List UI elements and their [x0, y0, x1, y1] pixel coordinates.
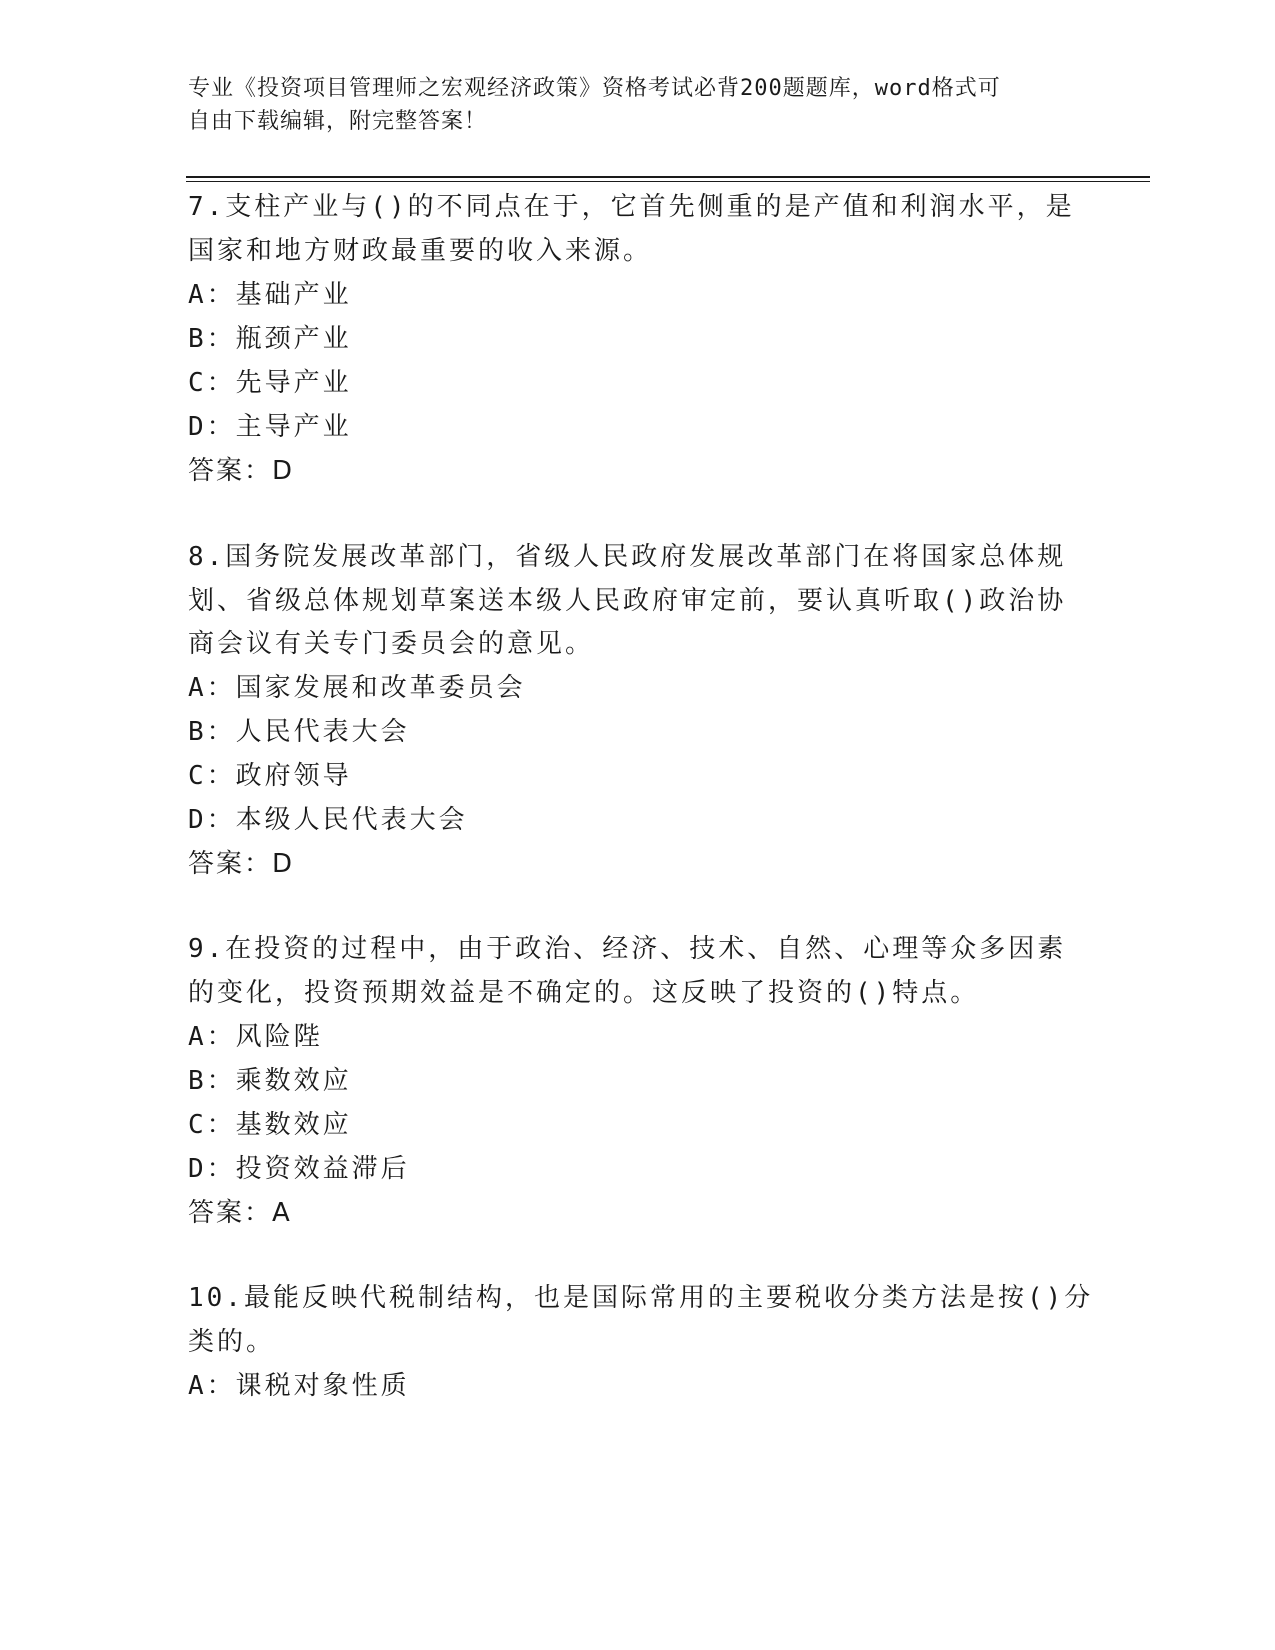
- header-line-2: 自由下载编辑，附完整答案！: [188, 109, 488, 134]
- question-7-stem-line-1: 7.支柱产业与()的不同点在于，它首先侧重的是产值和利润水平，是: [188, 192, 1075, 222]
- question-7-stem-line-2: 国家和地方财政最重要的收入来源。: [188, 236, 653, 266]
- question-8-stem-line-1: 8.国务院发展改革部门，省级人民政府发展改革部门在将国家总体规: [188, 542, 1067, 572]
- header-line-1: 专业《投资项目管理师之宏观经济政策》资格考试必背200题题库，word格式可: [188, 76, 1001, 101]
- question-9-answer: 答案：A: [188, 1198, 292, 1228]
- question-9-stem-line-1: 9.在投资的过程中，由于政治、经济、技术、自然、心理等众多因素: [188, 934, 1067, 964]
- question-9-stem-line-2: 的变化，投资预期效益是不确定的。这反映了投资的()特点。: [188, 978, 980, 1008]
- question-9-option-b: B：乘数效应: [188, 1066, 352, 1096]
- question-8-option-c: C：政府领导: [188, 761, 352, 791]
- question-7-option-a: A：基础产业: [188, 280, 352, 310]
- question-8-answer: 答案：D: [188, 849, 295, 879]
- header-divider-thick: [186, 176, 1150, 178]
- question-8-option-b: B：人民代表大会: [188, 717, 410, 747]
- question-9-option-d: D：投资效益滞后: [188, 1154, 410, 1184]
- question-10-option-a: A：课税对象性质: [188, 1371, 410, 1401]
- question-8-option-a: A：国家发展和改革委员会: [188, 673, 526, 703]
- question-7-option-b: B：瓶颈产业: [188, 324, 352, 354]
- question-7-option-c: C：先导产业: [188, 368, 352, 398]
- document-header: [188, 72, 1068, 138]
- header-divider-thin: [186, 181, 1150, 182]
- question-8-option-d: D：本级人民代表大会: [188, 805, 468, 835]
- question-8-stem-line-2: 划、省级总体规划草案送本级人民政府审定前，要认真听取()政治协: [188, 586, 1067, 616]
- question-10-stem-line-1: 10.最能反映代税制结构，也是国际常用的主要税收分类方法是按()分: [188, 1283, 1094, 1313]
- question-10-stem-line-2: 类的。: [188, 1327, 276, 1357]
- question-7-option-d: D：主导产业: [188, 412, 352, 442]
- question-7-answer: 答案：D: [188, 456, 295, 486]
- question-9-option-c: C：基数效应: [188, 1110, 352, 1140]
- question-9-option-a: A：风险陛: [188, 1022, 323, 1052]
- question-8-stem-line-3: 商会议有关专门委员会的意见。: [188, 629, 595, 659]
